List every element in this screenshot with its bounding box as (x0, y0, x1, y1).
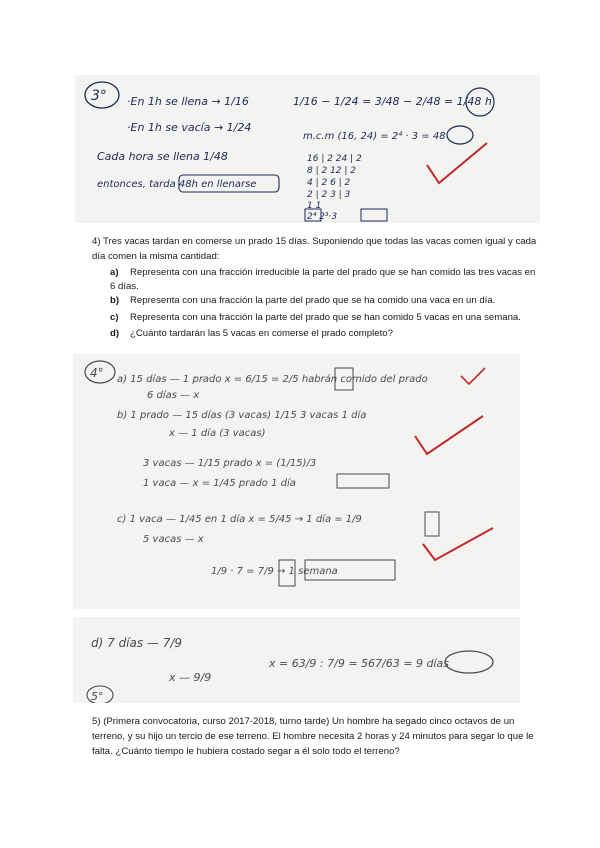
problem-5-text: 5) (Primera convocatoria, curso 2017-2018, turno tarde) Un hombre ha segado cinco octavos de un terreno, y su hijo un tercio de ese terreno. El hombre necesita 2 horas y 24 minutos para segar lo que le falta. ¿Cuánto tiempo le hubiera costado segar a él solo todo el terreno? (92, 716, 534, 757)
svg-text:2 | 2 3 | 3: 2 | 2 3 | 3 (307, 190, 351, 200)
svg-text:8 | 2 12 | 2: 8 | 2 12 | 2 (307, 166, 356, 176)
problem-4-item-a: a) Representa con una fracción irreducible la parte del prado que se han comido las tres vacas en 6 días. (110, 267, 536, 292)
svg-text:3 vacas — 1/15 prado x: 3 vacas — 1/15 prado x = (1/15)/3 (143, 458, 317, 469)
svg-text:m.c.m (16, 24) = 2⁴ · 3 = 48: m.c.m (16, 24) = 2⁴ · 3 = 48 (303, 131, 446, 142)
svg-text:1 1: 1 1 (307, 201, 322, 211)
problem-4-item-b: b) Representa con una fracción la parte del prado que se ha comido una vaca en un día. (110, 295, 496, 306)
svg-text:x = 63/9 : 7/9 = 567/63 = 9 dí: x = 63/9 : 7/9 = 567/63 = 9 días (269, 657, 449, 670)
solution-4d-handwriting (73, 617, 520, 703)
svg-text:x — 1 día (3 vacas): x — 1 día (3 vacas) (169, 428, 266, 439)
svg-text:b) 1 prado — 15 días (3 vacas: b) 1 prado — 15 días (3 vacas) 1/15 3 vacas 1 día (117, 410, 367, 421)
problem-number-5: 5° (91, 690, 104, 703)
svg-text:2⁴ 2³·3: 2⁴ 2³·3 (307, 212, 338, 222)
svg-text:a) 15 días — 1 prado x =: a) 15 días — 1 prado x = 6/15 = 2/5 habrán comido del prado (117, 374, 428, 385)
svg-text:·En 1h se vacía → 1/24: ·En 1h se vacía → 1/24 (127, 121, 252, 134)
solution-4-handwriting (73, 354, 520, 609)
problem-number-3: 3° (91, 88, 107, 104)
solution-3-handwriting (75, 75, 540, 223)
svg-text:d) 7 días — 7/9: d) 7 días — 7/9 (91, 636, 183, 650)
svg-text:5 vacas — x: 5 vacas — x (143, 534, 204, 545)
svg-text:6 días — x: 6 días — x (147, 390, 200, 401)
problem-number-4: 4° (90, 366, 104, 380)
svg-text:1/9 · 7 = 7/9 → 1 semana: 1/9 · 7 = 7/9 → 1 semana (211, 566, 338, 577)
problem-4-item-c: c) Representa con una fracción la parte del prado que se han comido 5 vacas en una semana. (110, 312, 521, 323)
solution-4-photo (73, 354, 520, 609)
svg-text:c) 1 vaca — 1/45 en 1 día: c) 1 vaca — 1/45 en 1 día x = 5/45 → 1 día = 1/9 (117, 514, 362, 525)
svg-text:·En 1h se llena → 1/16: ·En 1h se llena → 1/16 (127, 95, 249, 108)
solution-3-photo (75, 75, 540, 223)
svg-text:4 | 2 6 | 2: 4 | 2 6 | 2 (307, 178, 351, 188)
solution-4d-photo (73, 617, 520, 703)
problem-4-item-d: d) ¿Cuánto tardarán las 5 vacas en comerse el prado completo? (110, 328, 393, 339)
svg-text:x — 9/9: x — 9/9 (169, 671, 212, 684)
svg-text:Cada hora se llena 1/48: Cada hora se llena 1/48 (97, 150, 228, 163)
svg-text:16 | 2 24 | 2: 16 | 2 24 | 2 (307, 154, 362, 164)
svg-text:entonces, tarda 48h en llenars: entonces, tarda 48h en llenarse (97, 179, 257, 190)
svg-text:1 vaca — x =: 1 vaca — x = 1/45 prado 1 día (143, 478, 296, 489)
problem-4-intro: 4) Tres vacas tardan en comerse un prado 15 días. Suponiendo que todas las vacas comen igual y cada día comen la misma cantidad: (92, 236, 537, 262)
svg-text:1/16 − 1/24 = 3/48 − 2/48 = 1/: 1/16 − 1/24 = 3/48 − 2/48 = 1/48 h (293, 95, 492, 108)
